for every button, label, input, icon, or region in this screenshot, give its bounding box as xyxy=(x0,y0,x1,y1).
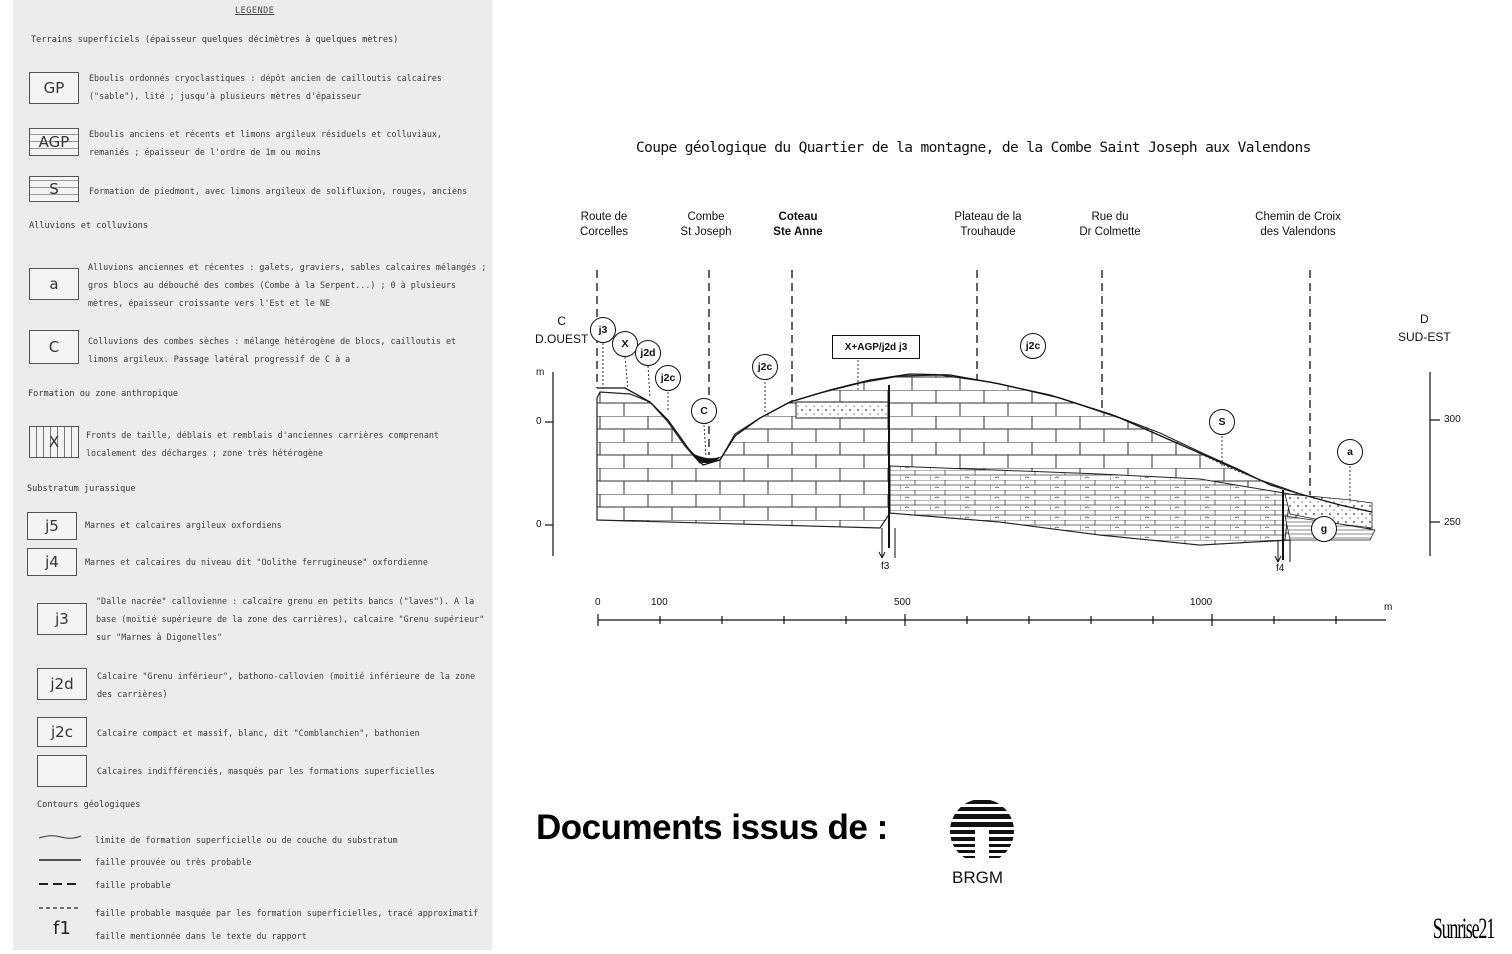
place-chemin-valendons: Chemin de Croix des Valendons xyxy=(1255,211,1341,238)
legend-box-x: X xyxy=(29,426,79,458)
marker-s: S xyxy=(1209,409,1235,435)
section-superficial: Terrains superficiels (épaisseur quelques décimètres à quelques mètres) xyxy=(31,35,399,45)
legend-text-j4: Marnes et calcaires du niveau dit "Oolithe ferrugineuse" oxfordienne xyxy=(85,557,428,567)
scale-tick-0: 0 xyxy=(595,597,601,608)
scale-tick-500: 500 xyxy=(894,597,911,608)
marker-j3: j3 xyxy=(590,317,616,343)
brgm-logo-text: BRGM xyxy=(952,868,1003,887)
legend-contour-text-5: faille mentionnée dans le texte du rapport xyxy=(95,931,307,941)
section-contours: Contours géologiques xyxy=(37,800,141,810)
place-coteau-ste-anne: Coteau Ste Anne xyxy=(773,211,823,238)
legend-text-j5: Marnes et calcaires argileux oxfordiens xyxy=(85,520,282,530)
marker-g: g xyxy=(1311,516,1337,542)
marker-j2c-1: j2c xyxy=(655,365,681,391)
legend-box-j3: j3 xyxy=(37,603,87,635)
left-axis-unit: m xyxy=(536,367,545,378)
legend-box-j5: j5 xyxy=(27,512,77,540)
section-title: Coupe géologique du Quartier de la montagne, de la Combe Saint Joseph aux Valendons xyxy=(636,140,1311,156)
left-axis-tick-1: 0 xyxy=(536,416,542,427)
legend-text-j3: "Dalle nacrée" callovienne : calcaire grenu en petits bancs ("laves"). A la base (moitié supérieure de la zone des carrières), calcaire "Grenu supérieur" sur "Marnes à Digonelles" xyxy=(96,596,485,642)
section-alluvions: Alluvions et colluvions xyxy=(29,221,148,231)
brgm-logo-icon xyxy=(947,798,1017,864)
scale-tick-1000: 1000 xyxy=(1190,597,1213,608)
legend-box-j2c: j2c xyxy=(37,717,87,747)
marker-a: a xyxy=(1337,439,1363,465)
legend-box-s: S xyxy=(29,176,79,202)
left-end-label: C D.OUEST xyxy=(535,314,589,346)
legend-box-a: a xyxy=(29,268,79,300)
scale-unit: m xyxy=(1384,602,1393,613)
legend-contour-text-4: faille probable masquée par les formation superficielles, tracé approximatif xyxy=(95,908,479,918)
legend-text-j2c: Calcaire compact et massif, blanc, dit "Comblanchien", bathonien xyxy=(97,728,420,738)
right-axis-tick-300: 300 xyxy=(1444,414,1461,425)
legend-text-a: Alluvions anciennes et récentes : galets, graviers, sables calcaires mélangés ; gros blocs au débouché des combes (Combe à la Serpent...) ; 0 à plusieurs mètres, épaisseur croissante vers l'Est et le NE xyxy=(88,262,487,308)
fault-label-f4: f4 xyxy=(1276,563,1285,574)
legend-text-x: Fronts de taille, déblais et remblais d'anciennes carrières comprenant localement des décharges ; zone très hétérogène xyxy=(86,430,439,458)
marker-j2c-2: j2c xyxy=(752,354,778,380)
legend-contour-text-3: faille probable xyxy=(95,880,171,890)
legend-text-agp: Eboulis anciens et récents et limons argileux résiduels et colluviaux, remaniés ; épaisseur de l'ordre de 1m ou moins xyxy=(89,129,442,157)
fault-label-f3: f3 xyxy=(881,561,890,572)
legend-text-s: Formation de piedmont, avec limons argileux de solifluxion, rouges, anciens xyxy=(89,186,468,196)
left-elevation-axis xyxy=(545,372,553,556)
legend-f1-symbol: f1 xyxy=(53,918,71,939)
place-combe-st-joseph: Combe St Joseph xyxy=(680,211,732,238)
legend-box-gp: GP xyxy=(29,72,79,104)
section-anthropic: Formation ou zone anthropique xyxy=(28,389,179,399)
marker-x: X xyxy=(612,331,638,357)
legend-text-indiff: Calcaires indifférenciés, masqués par les formations superficielles xyxy=(97,766,435,776)
legend-contour-text-1: limite de formation superficielle ou de couche du substratum xyxy=(95,835,398,845)
marker-j2d: j2d xyxy=(635,340,661,366)
section-jurassic: Substratum jurassique xyxy=(27,484,136,494)
place-rue-dr-colmette: Rue du Dr Colmette xyxy=(1079,211,1141,238)
legend-text-c: Colluvions des combes sèches : mélange hétérogène de blocs, cailloutis et limons argileux. Passage latéral progressif de C à a xyxy=(88,336,457,364)
right-elevation-axis xyxy=(1430,372,1440,556)
right-end-label: D SUD-EST xyxy=(1398,312,1451,344)
unit-quarry xyxy=(796,402,888,418)
legend-box-agp: AGP xyxy=(29,128,79,156)
legend-text-j2d: Calcaire "Grenu inférieur", bathono-callovien (moitié inférieure de la zone des carrières) xyxy=(97,671,476,699)
place-plateau-trouhaude: Plateau de la Trouhaude xyxy=(954,211,1022,238)
legend-box-c: C xyxy=(29,330,79,364)
legend-box-j4: j4 xyxy=(27,548,77,576)
documents-source-label: Documents issus de : xyxy=(536,808,888,847)
right-axis-tick-250: 250 xyxy=(1444,517,1461,528)
legend-title: LEGENDE xyxy=(235,6,275,16)
legend-box-j2d: j2d xyxy=(37,668,87,700)
quarry-formula-box: X+AGP/j2d j3 xyxy=(832,335,920,359)
marker-j2c-3: j2c xyxy=(1020,333,1046,359)
scale-tick-100: 100 xyxy=(651,597,668,608)
horizontal-scale xyxy=(598,614,1386,626)
legend-text-gp: Eboulis ordonnés cryoclastiques : dépôt ancien de cailloutis calcaires ("sable"), lité ; jusqu'à plusieurs mètres d'épaisseur xyxy=(89,73,442,101)
signature: Sunrise21 xyxy=(1432,912,1494,945)
place-route-corcelles: Route de Corcelles xyxy=(580,211,628,238)
left-axis-tick-2: 0 xyxy=(536,519,542,530)
marker-c: C xyxy=(691,398,717,424)
legend-contour-text-2: faille prouvée ou très probable xyxy=(95,857,252,867)
